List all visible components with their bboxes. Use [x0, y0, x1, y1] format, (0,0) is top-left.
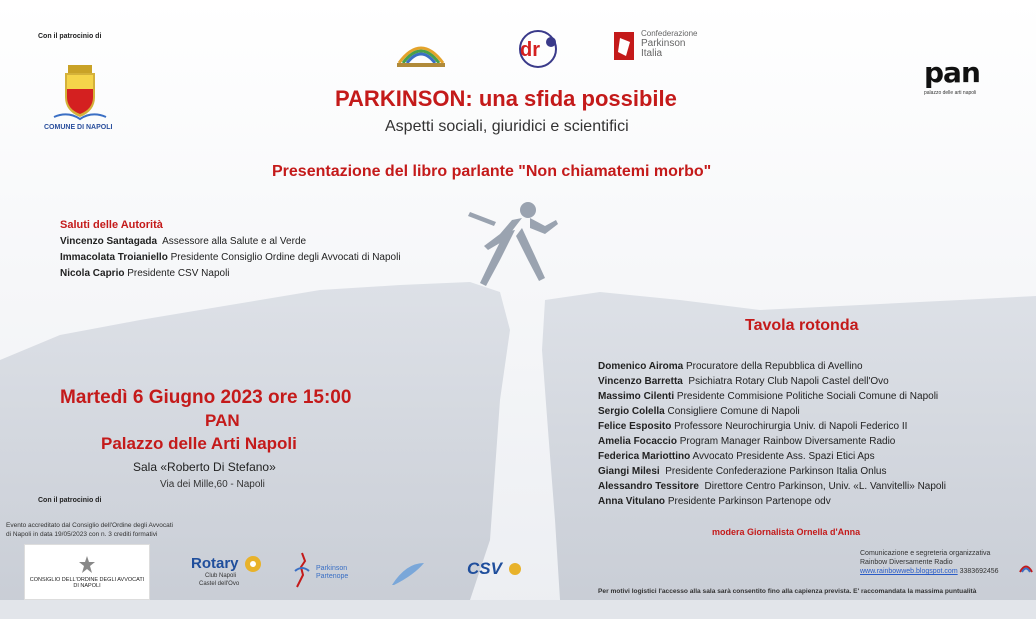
association-logo-1 [392, 32, 450, 70]
person-role: Psichiatra Rotary Club Napoli Castel dell'Ovo [688, 376, 889, 387]
comunicazione-label: Comunicazione e segreteria organizzativa [860, 550, 991, 557]
tavola-item [598, 406, 800, 417]
svg-text:dr: dr [520, 39, 540, 61]
tavola-item [598, 376, 889, 387]
person-name: Alessandro Tessitore [598, 481, 699, 492]
comune-napoli-logo [42, 50, 117, 130]
feather-icon [388, 559, 428, 589]
person-name: Domenico Airoma [598, 361, 684, 372]
rotary-wheel-icon [243, 554, 263, 574]
person-name: Anna Vitulano [598, 496, 666, 507]
parkinson-figure-icon [291, 551, 313, 589]
person-name: Giangi Milesi [598, 466, 660, 477]
person-role: Presidente Consiglio Ordine degli Avvocati di Napoli [170, 252, 401, 263]
event-subtitle: Aspetti sociali, giuridici e scientifici [385, 118, 629, 135]
person-role: Direttore Centro Parkinson, Univ. «L. Vanvitelli» Napoli [704, 481, 946, 492]
patrocinio-bottom-label: Con il patrocinio di [38, 497, 102, 504]
saluti-item [60, 268, 230, 279]
parkinson-partenope-mark [290, 550, 314, 590]
rainbow-label: Rainbow Diversamente Radio [860, 559, 953, 566]
confederazione-line-3: Italia [641, 48, 663, 59]
saluti-item [60, 236, 306, 247]
person-name: Vincenzo Barretta [598, 376, 683, 387]
tavola-heading: Tavola rotonda [745, 317, 859, 334]
title-rest: : una sfida possibile [465, 86, 677, 111]
coat-of-arms-icon [50, 59, 110, 121]
confederazione-line-2: Parkinson [641, 38, 686, 49]
event-venue-short: PAN [205, 411, 240, 430]
confederazione-text [641, 29, 697, 59]
person-name: Felice Esposito [598, 421, 672, 432]
person-name: Sergio Colella [598, 406, 665, 417]
saluti-heading: Saluti delle Autorità [60, 219, 163, 231]
accreditato-line-1: Evento accreditato dal Consiglio dell'Ordine degli Avvocati [6, 522, 173, 529]
rainbow-arc-icon [393, 33, 449, 69]
moderator: modera Giornalista Ornella d'Anna [712, 527, 861, 537]
ordine-avvocati-logo [24, 544, 150, 600]
ordine-label-1: CONSIGLIO DELL'ORDINE DEGLI AVVOCATI [29, 577, 145, 583]
confederazione-line-1: Confederazione [641, 29, 698, 38]
event-venue: Palazzo delle Arti Napoli [101, 434, 297, 453]
csv-mark-icon [504, 560, 526, 578]
tavola-item [598, 466, 887, 477]
contact-line [860, 568, 999, 575]
tavola-item [598, 496, 831, 507]
csv-logo-text: CSV [467, 559, 502, 578]
person-role: Program Manager Rainbow Diversamente Radio [679, 436, 896, 447]
tavola-item [598, 361, 863, 372]
person-role: Assessore alla Salute e al Verde [162, 236, 307, 247]
person-name: Immacolata Troianiello [60, 252, 168, 263]
pan-logo: pan [924, 56, 980, 89]
rainbow-icon [1019, 561, 1033, 573]
person-role: Consigliere Comune di Napoli [667, 406, 800, 417]
ordine-label-2: DI NAPOLI [73, 583, 101, 589]
tavola-item [598, 421, 907, 432]
website-link[interactable]: www.rainbowweb.blogspot.com [860, 568, 958, 575]
tavola-item [598, 481, 946, 492]
person-role: Professore Neurochirurgia Univ. di Napoli Federico II [674, 421, 908, 432]
person-role: Presidente CSV Napoli [127, 268, 230, 279]
jumping-figure [468, 202, 558, 286]
rainbow-radio-logo [510, 28, 566, 70]
pan-logo-sub: palazzo delle arti napoli [924, 90, 977, 96]
italian-emblem-icon [78, 555, 96, 575]
tavola-item [598, 436, 895, 447]
event-address: Via dei Mille,60 - Napoli [160, 479, 265, 490]
tavola-item [598, 391, 938, 402]
accreditato-line-2: di Napoli in data 19/05/2023 con n. 3 crediti formativi [6, 531, 158, 538]
person-role: Presidente Commisione Politiche Sociali Comune di Napoli [676, 391, 939, 402]
comune-napoli-label: COMUNE DI NAPOLI [44, 124, 113, 131]
person-name: Nicola Caprio [60, 268, 125, 279]
person-name: Massimo Cilenti [598, 391, 675, 402]
patrocinio-label: Con il patrocinio di [38, 33, 102, 40]
feather-logo [386, 558, 430, 590]
rotary-sub-2: Castel dell'Ovo [199, 581, 240, 587]
event-date: Martedì 6 Giugno 2023 ore 15:00 [60, 387, 352, 408]
person-name: Vincenzo Santagada [60, 236, 158, 247]
person-name: Amelia Focaccio [598, 436, 677, 447]
logistics-note: Per motivi logistici l'accesso alla sala sarà consentito fino alla capienza prevista. E' raccomandata la massima puntualità [598, 588, 977, 595]
saluti-item [60, 252, 401, 263]
cpi-mark-icon [612, 30, 636, 62]
rainbow-small-logo [1018, 560, 1034, 574]
dr-logo-icon [511, 28, 565, 70]
book-presentation: Presentazione del libro parlante "Non chiamatemi morbo" [272, 163, 712, 180]
title-main: PARKINSON [335, 86, 466, 111]
event-room: Sala «Roberto Di Stefano» [133, 460, 276, 474]
phone-number: 3383692456 [959, 568, 999, 575]
rotary-logo-text: Rotary [191, 555, 239, 572]
tavola-item [598, 451, 875, 462]
rotary-sub-1: Club Napoli [205, 573, 237, 579]
event-title [335, 86, 677, 112]
confederazione-logo [612, 30, 636, 62]
parkinson-partenope-text: Parkinson Partenope [316, 565, 349, 580]
person-role: Procuratore della Repubblica di Avellino [685, 361, 863, 372]
person-role: Avvocato Presidente Ass. Spazi Etici Aps [692, 451, 875, 462]
person-role: Presidente Confederazione Parkinson Italia Onlus [665, 466, 887, 477]
person-role: Presidente Parkinson Partenope odv [667, 496, 831, 507]
person-name: Federica Mariottino [598, 451, 691, 462]
